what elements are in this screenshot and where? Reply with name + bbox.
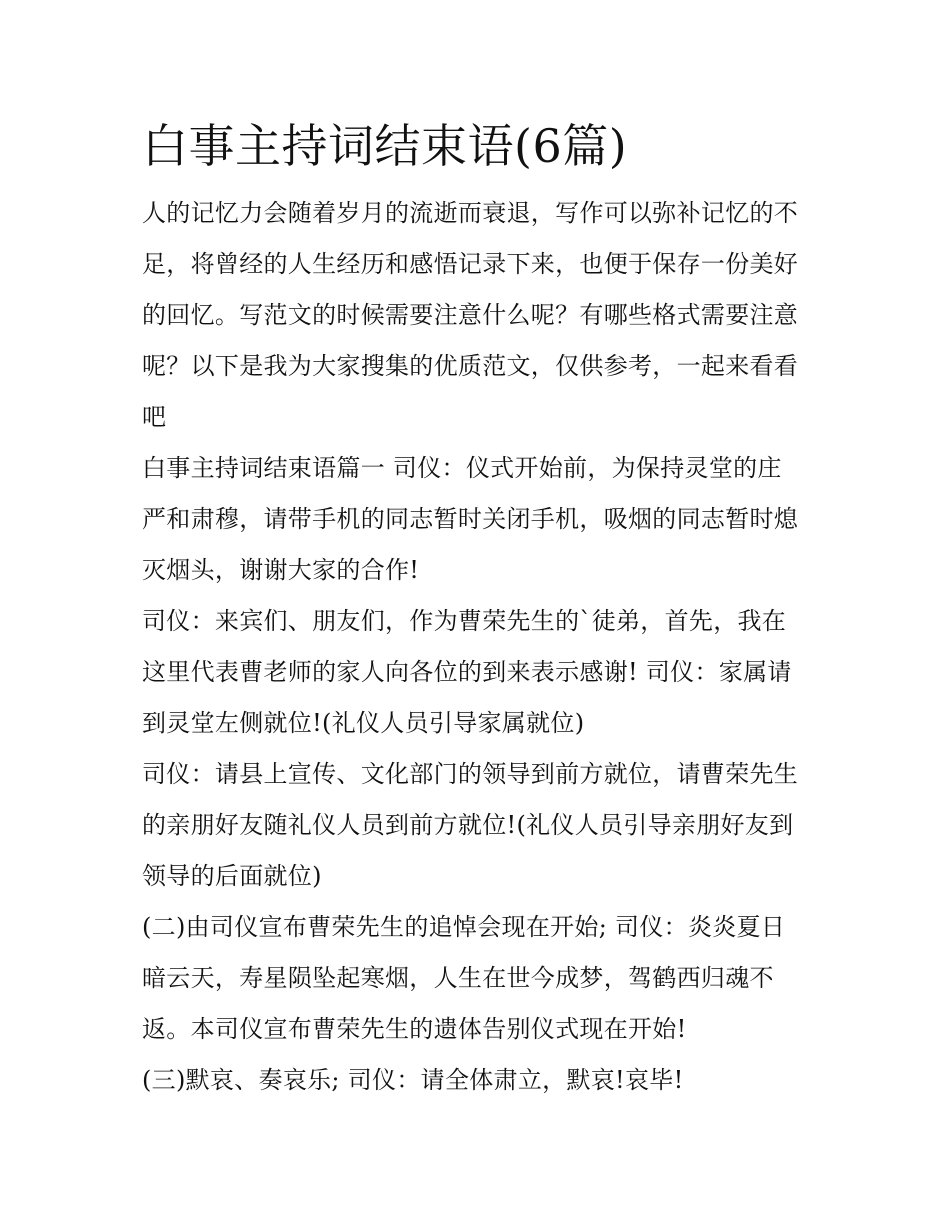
- text-line: 司仪：请县上宣传、文化部门的领导到前方就位，请曹荣先生: [142, 760, 799, 788]
- paragraph-part-one: [142, 443, 814, 596]
- text-line: 司仪：来宾们、朋友们，作为曹荣先生的`徒弟，首先，我在: [142, 607, 787, 635]
- text-line: 呢？以下是我为大家搜集的优质范文，仅供参考，一起来看看: [142, 352, 799, 380]
- text-line: 严和肃穆，请带手机的同志暂时关闭手机，吸烟的同志暂时熄: [142, 505, 799, 533]
- paragraph-part-three: [142, 1055, 814, 1106]
- document-body: [142, 114, 814, 1106]
- paragraph-positions: [142, 749, 814, 902]
- text-line: (二)由司仪宣布曹荣先生的追悼会现在开始; 司仪：炎炎夏日: [142, 913, 786, 941]
- text-line: 返。本司仪宣布曹荣先生的遗体告别仪式现在开始!: [142, 1015, 687, 1043]
- text-line: 的回忆。写范文的时候需要注意什么呢？有哪些格式需要注意: [142, 301, 799, 329]
- text-line: 足，将曾经的人生经历和感悟记录下来，也便于保存一份美好: [142, 250, 799, 278]
- text-line: 白事主持词结束语篇一 司仪：仪式开始前，为保持灵堂的庄: [142, 454, 782, 482]
- paragraph-intro: [142, 188, 814, 443]
- text-line: 吧: [142, 403, 167, 431]
- text-line: 这里代表曹老师的家人向各位的到来表示感谢! 司仪：家属请: [142, 658, 792, 686]
- text-line: 到灵堂左侧就位!(礼仪人员引导家属就位): [142, 709, 585, 737]
- paragraph-part-two: [142, 902, 814, 1055]
- text-line: 领导的后面就位): [142, 862, 322, 890]
- text-line: 的亲朋好友随礼仪人员到前方就位!(礼仪人员引导亲朋好友到: [142, 811, 794, 839]
- text-line: 暗云天，寿星陨坠起寒烟，人生在世今成梦，驾鹤西归魂不: [142, 964, 774, 992]
- document-title: 白事主持词结束语(6篇): [142, 119, 628, 173]
- text-line: 灭烟头，谢谢大家的合作!: [142, 556, 420, 584]
- paragraph-welcome: [142, 596, 814, 749]
- text-line: 人的记忆力会随着岁月的流逝而衰退，写作可以弥补记忆的不: [142, 199, 799, 227]
- text-line: (三)默哀、奏哀乐; 司仪：请全体肃立，默哀!哀毕!: [142, 1066, 684, 1094]
